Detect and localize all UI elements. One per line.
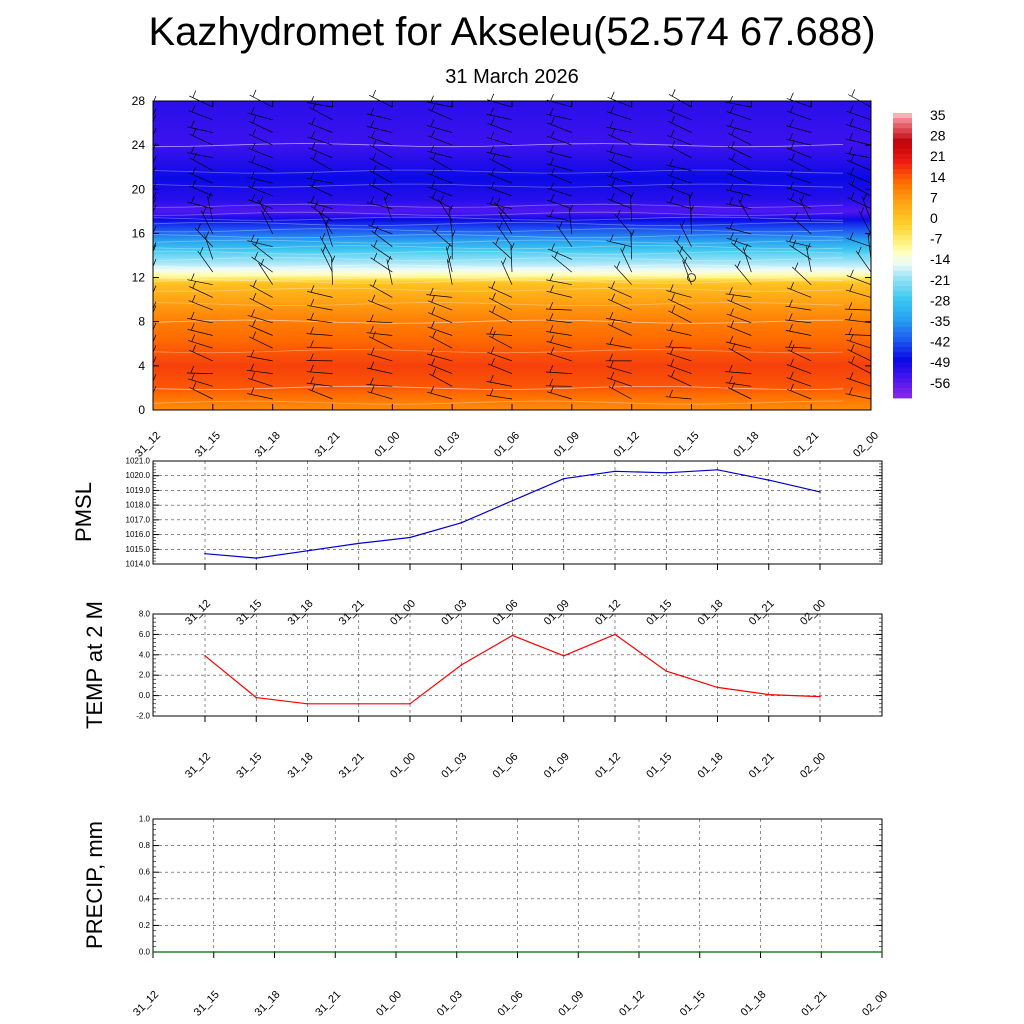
- x-tick-label: 31_18: [285, 750, 316, 781]
- colorbar-segment: [893, 235, 912, 240]
- y-tick-label: 0.6: [138, 867, 150, 877]
- x-tick-label: 01_12: [593, 750, 624, 781]
- y-tick-label: 0.2: [138, 920, 150, 930]
- data-point: [152, 951, 154, 953]
- colorbar-segment: [893, 357, 912, 362]
- colorbar-segment: [893, 311, 912, 316]
- data-point: [335, 951, 337, 953]
- colorbar-label: -42: [930, 333, 951, 350]
- y-tick-label: 4: [138, 358, 145, 373]
- colorbar-segment: [893, 256, 912, 261]
- wind-barb-feather: [852, 89, 855, 96]
- colorbar-segment: [893, 327, 912, 332]
- data-point: [821, 951, 823, 953]
- x-tick-label: 01_18: [695, 750, 726, 781]
- x-tick-label: 31_12: [183, 750, 214, 781]
- colorbar-segment: [893, 220, 912, 225]
- precip-chart: [82, 815, 890, 1019]
- x-tick-label: 01_00: [374, 988, 405, 1019]
- x-tick-label: 31_18: [285, 597, 316, 628]
- y-tick-label: 0: [138, 403, 145, 417]
- colorbar-segment: [893, 200, 912, 205]
- data-point: [409, 537, 411, 539]
- colorbar-segment: [893, 291, 912, 296]
- x-tick-label: 02_00: [798, 597, 829, 628]
- colorbar-label: 35: [930, 107, 946, 123]
- colorbar-label: -28: [930, 292, 951, 309]
- colorbar-segment: [893, 189, 912, 194]
- data-point: [760, 951, 762, 953]
- data-point: [699, 951, 701, 953]
- x-tick-label: 31_21: [336, 750, 367, 781]
- x-tick-label: 01_21: [791, 429, 822, 460]
- x-tick-label: 01_12: [611, 429, 642, 460]
- data-point: [638, 951, 640, 953]
- x-tick-label: 01_03: [439, 750, 470, 781]
- x-tick-label: 01_09: [541, 750, 572, 781]
- x-tick-label: 01_21: [799, 988, 830, 1019]
- cross-section-chart: [132, 89, 881, 460]
- colorbar-segment: [893, 281, 912, 286]
- data-point: [666, 670, 668, 672]
- colorbar-segment: [893, 378, 912, 383]
- colorbar-segment: [893, 250, 912, 255]
- y-tick-label: 24: [131, 138, 145, 153]
- data-point: [358, 703, 360, 705]
- colorbar-segment: [893, 245, 912, 250]
- plot-frame: [153, 461, 882, 564]
- y-tick-label: 1014.0: [125, 559, 150, 569]
- wind-barb-feather: [672, 89, 675, 96]
- data-point: [819, 696, 821, 698]
- colorbar-segment: [893, 373, 912, 378]
- y-tick-label: 1017.0: [125, 515, 150, 525]
- x-tick-label: 01_21: [746, 750, 777, 781]
- colorbar-segment: [893, 347, 912, 352]
- y-axis-label: PMSL: [71, 482, 96, 542]
- wind-barb-feather: [253, 90, 256, 97]
- colorbar-segment: [893, 225, 912, 230]
- x-tick-label: 01_12: [617, 988, 648, 1019]
- colorbar-segment: [893, 296, 912, 301]
- y-tick-label: 1015.0: [125, 544, 150, 554]
- x-tick-label: 02_00: [798, 750, 829, 781]
- colorbar-segment: [893, 337, 912, 342]
- x-tick-label: 01_18: [731, 429, 762, 460]
- x-tick-label: 01_00: [388, 750, 419, 781]
- y-tick-label: 0.0: [138, 691, 150, 701]
- x-tick-label: 31_15: [234, 750, 265, 781]
- colorbar-segment: [893, 169, 912, 174]
- data-point: [614, 634, 616, 636]
- colorbar: [893, 107, 950, 398]
- x-tick-label: 01_06: [492, 429, 523, 460]
- x-tick-label: 01_03: [434, 988, 465, 1019]
- colorbar-segment: [893, 317, 912, 322]
- colorbar-segment: [893, 164, 912, 169]
- colorbar-segment: [893, 179, 912, 184]
- colorbar-segment: [893, 138, 912, 143]
- y-tick-label: 1019.0: [125, 485, 150, 495]
- wind-barb-feather: [491, 94, 494, 101]
- y-axis-label: TEMP at 2 M: [82, 601, 107, 729]
- data-point: [881, 951, 883, 953]
- y-tick-label: 12: [131, 270, 145, 285]
- x-tick-label: 31_15: [191, 988, 222, 1019]
- y-tick-label: 16: [131, 226, 145, 241]
- data-point: [578, 951, 580, 953]
- data-point: [409, 703, 411, 705]
- x-tick-label: 01_06: [490, 597, 521, 628]
- colorbar-label: -35: [930, 313, 951, 329]
- data-point: [512, 635, 514, 637]
- colorbar-segment: [893, 261, 912, 266]
- y-tick-label: 20: [131, 182, 145, 197]
- y-tick-label: 1021.0: [125, 456, 150, 466]
- x-tick-label: 01_09: [541, 597, 572, 628]
- page-subtitle: 31 March 2026: [445, 66, 579, 88]
- wind-barb-feather: [611, 92, 614, 99]
- colorbar-segment: [893, 301, 912, 306]
- data-point: [307, 703, 309, 705]
- colorbar-segment: [893, 154, 912, 159]
- temp-chart: [82, 601, 882, 781]
- data-point: [666, 472, 668, 474]
- colorbar-label: 0: [930, 210, 938, 226]
- y-tick-label: 8.0: [138, 609, 150, 619]
- colorbar-segment: [893, 306, 912, 311]
- y-tick-label: 1.0: [138, 814, 150, 824]
- pmsl-chart: [71, 457, 882, 628]
- data-point: [768, 694, 770, 696]
- page-title: Kazhydromet for Akseleu(52.574 67.688): [148, 10, 876, 54]
- data-point: [512, 500, 514, 502]
- y-tick-label: 1016.0: [125, 530, 150, 540]
- x-tick-label: 01_06: [495, 988, 526, 1019]
- colorbar-segment: [893, 133, 912, 138]
- data-point: [614, 471, 616, 473]
- x-tick-label: 01_06: [490, 750, 521, 781]
- data-point: [819, 491, 821, 493]
- colorbar-segment: [893, 194, 912, 199]
- x-tick-label: 31_18: [252, 988, 283, 1019]
- x-tick-label: 01_21: [746, 597, 777, 628]
- colorbar-segment: [893, 266, 912, 271]
- colorbar-segment: [893, 174, 912, 179]
- colorbar-segment: [893, 367, 912, 372]
- colorbar-segment: [893, 128, 912, 133]
- x-tick-label: 01_18: [695, 597, 726, 628]
- x-tick-label: 01_03: [439, 597, 470, 628]
- data-point: [563, 655, 565, 657]
- x-tick-label: 01_09: [551, 429, 582, 460]
- x-tick-label: 31_21: [313, 988, 344, 1019]
- colorbar-segment: [893, 271, 912, 276]
- data-point: [307, 550, 309, 552]
- wind-barb-feather: [193, 91, 196, 98]
- x-tick-label: 01_12: [593, 597, 624, 628]
- data-point: [563, 478, 565, 480]
- colorbar-segment: [893, 393, 912, 398]
- x-tick-label: 01_09: [556, 988, 587, 1019]
- x-tick-label: 02_00: [860, 988, 891, 1019]
- y-tick-label: 2.0: [138, 670, 150, 680]
- colorbar-segment: [893, 184, 912, 189]
- x-tick-label: 31_12: [133, 429, 164, 460]
- x-tick-label: 02_00: [851, 429, 882, 460]
- colorbar-segment: [893, 205, 912, 210]
- data-point: [717, 687, 719, 689]
- data-point: [255, 697, 257, 699]
- colorbar-segment: [893, 113, 912, 118]
- x-tick-label: 01_00: [388, 597, 419, 628]
- data-point: [456, 951, 458, 953]
- x-tick-label: 01_15: [644, 597, 675, 628]
- y-tick-label: 6.0: [138, 629, 150, 639]
- x-tick-label: 01_03: [432, 429, 463, 460]
- colorbar-segment: [893, 118, 912, 123]
- colorbar-segment: [893, 352, 912, 357]
- colorbar-segment: [893, 362, 912, 367]
- colorbar-segment: [893, 240, 912, 245]
- data-point: [255, 557, 257, 559]
- x-tick-label: 01_18: [738, 988, 769, 1019]
- series-line: [205, 470, 820, 558]
- y-axis-label: PRECIP, mm: [82, 821, 107, 949]
- colorbar-segment: [893, 159, 912, 164]
- data-point: [204, 553, 206, 555]
- wind-barb-feather: [790, 93, 793, 100]
- colorbar-label: -49: [930, 354, 951, 371]
- x-tick-label: 01_00: [372, 429, 403, 460]
- x-tick-label: 01_15: [677, 988, 708, 1019]
- y-tick-label: 0.0: [138, 947, 150, 957]
- data-point: [204, 655, 206, 657]
- x-tick-label: 31_18: [252, 429, 283, 460]
- temperature-field: [153, 101, 871, 410]
- data-point: [717, 469, 719, 471]
- data-point: [461, 664, 463, 666]
- colorbar-segment: [893, 388, 912, 393]
- colorbar-label: 28: [930, 127, 946, 144]
- colorbar-segment: [893, 322, 912, 327]
- x-tick-label: 31_15: [192, 429, 223, 460]
- data-point: [395, 951, 397, 953]
- colorbar-segment: [893, 332, 912, 337]
- colorbar-segment: [893, 276, 912, 281]
- plot-frame: [153, 614, 882, 716]
- colorbar-label: -14: [930, 251, 951, 268]
- y-tick-label: 0.4: [138, 894, 150, 904]
- colorbar-label: -21: [930, 271, 951, 288]
- y-tick-label: 28: [131, 94, 145, 108]
- colorbar-label: -56: [930, 374, 951, 391]
- colorbar-segment: [893, 383, 912, 388]
- data-point: [461, 522, 463, 524]
- colorbar-segment: [893, 342, 912, 347]
- colorbar-segment: [893, 144, 912, 149]
- data-point: [358, 543, 360, 545]
- colorbar-label: 21: [930, 148, 946, 165]
- colorbar-segment: [893, 230, 912, 235]
- x-tick-label: 31_21: [336, 597, 367, 628]
- data-point: [768, 479, 770, 481]
- y-tick-label: 0.8: [138, 841, 150, 851]
- y-tick-label: 8: [138, 314, 145, 329]
- y-tick-label: 4.0: [138, 650, 150, 660]
- colorbar-label: 14: [930, 168, 946, 185]
- colorbar-segment: [893, 210, 912, 215]
- y-tick-label: 1018.0: [125, 500, 150, 510]
- colorbar-segment: [893, 286, 912, 291]
- x-tick-label: 01_15: [671, 429, 702, 460]
- x-tick-label: 31_15: [234, 597, 265, 628]
- x-tick-label: 31_21: [312, 429, 343, 460]
- y-tick-label: 1020.0: [125, 471, 150, 481]
- colorbar-label: -7: [930, 230, 943, 247]
- data-point: [274, 951, 276, 953]
- data-point: [517, 951, 519, 953]
- x-tick-label: 01_15: [644, 750, 675, 781]
- wind-barb-feather: [373, 90, 376, 97]
- colorbar-segment: [893, 149, 912, 154]
- x-tick-label: 31_12: [131, 988, 162, 1019]
- colorbar-segment: [893, 123, 912, 128]
- x-tick-label: 31_12: [183, 597, 214, 628]
- colorbar-segment: [893, 215, 912, 220]
- colorbar-label: 7: [930, 189, 938, 206]
- data-point: [213, 951, 215, 953]
- y-tick-label: -2.0: [136, 711, 150, 721]
- wind-barb-feather: [551, 94, 554, 101]
